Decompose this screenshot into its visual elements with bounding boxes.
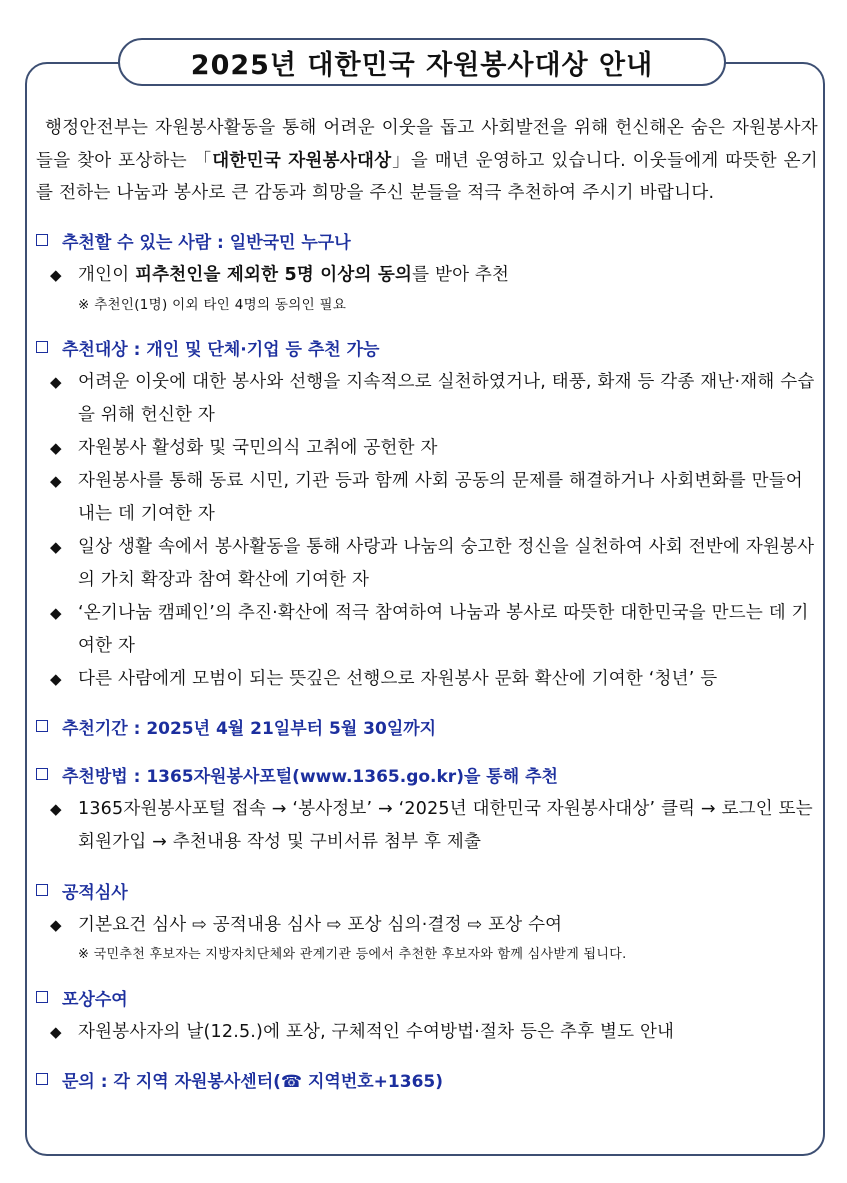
section-targets-heading [36, 335, 818, 360]
bullet-text: 기본요건 심사 ⇨ 공적내용 심사 ⇨ 포상 심의·결정 ⇨ 포상 수여 [78, 914, 563, 935]
diamond-bullet-icon: ◆ [50, 799, 62, 818]
section-award-heading [36, 985, 818, 1010]
targets-list [36, 366, 818, 696]
checkbox-icon [36, 884, 48, 896]
bullet-text: 어려운 이웃에 대한 봉사와 선행을 지속적으로 실천하였거나, 태풍, 화재 등 각종 재난·재해 수습을 위해 헌신한 자 [78, 371, 815, 425]
section-eligible-heading [36, 228, 818, 253]
section-targets-title: 추천대상 : 개인 및 단체·기업 등 추천 가능 [62, 339, 380, 360]
bullet-text: 자원봉사를 통해 동료 시민, 기관 등과 함께 사회 공동의 문제를 해결하거나 사회변화를 만들어내는 데 기여한 자 [78, 470, 803, 524]
section-review-title: 공적심사 [62, 882, 128, 903]
checkbox-icon [36, 991, 48, 1003]
intro-highlight: 대한민국 자원봉사대상 [212, 150, 392, 171]
intro-text-1: 행정안전부는 자원봉사활동을 통해 어려운 이웃을 돕고 사회발전을 위해 헌신해온 숨은 자원봉사자들을 찾아 포상하는 「 [36, 118, 818, 171]
section-award-title: 포상수여 [62, 989, 128, 1010]
list-item [36, 432, 818, 465]
bullet-text: 다른 사람에게 모범이 되는 뜻깊은 선행으로 자원봉사 문화 확산에 기여한 ‘청년’ 등 [78, 668, 718, 689]
eligible-note: ※ 추천인(1명) 이외 타인 4명의 동의인 필요 [78, 296, 347, 313]
section-method-title: 추천방법 : 1365자원봉사포털(www.1365.go.kr)을 통해 추천 [62, 766, 558, 787]
section-contact-title: 문의 : 각 지역 자원봉사센터(☎ 지역번호+1365) [62, 1071, 443, 1092]
checkbox-icon [36, 341, 48, 353]
list-item [36, 531, 818, 597]
diamond-bullet-icon: ◆ [50, 1022, 62, 1041]
diamond-bullet-icon: ◆ [50, 265, 62, 284]
list-item [36, 465, 818, 531]
list-item [36, 663, 818, 696]
list-item [36, 366, 818, 432]
intro-paragraph [36, 112, 818, 210]
checkbox-icon [36, 1073, 48, 1085]
section-method-heading [36, 762, 818, 787]
list-item [36, 909, 818, 942]
bullet-text: 1365자원봉사포털 접속 → ‘봉사정보’ → ‘2025년 대한민국 자원봉사대상’ 클릭 → 로그인 또는 회원가입 → 추천내용 작성 및 구비서류 첨부 후 제출 [78, 798, 813, 852]
section-period-title: 추천기간 : 2025년 4월 21일부터 5월 30일까지 [62, 718, 437, 739]
diamond-bullet-icon: ◆ [50, 603, 62, 622]
intro-text-2: 」을 매년 운영하고 있습니다. 이웃들에게 따뜻한 온기를 전하는 나눔과 봉사로 큰 감동과 희망을 주신 분들을 적극 추천하여 주시기 바랍니다. [36, 150, 818, 203]
section-period-heading [36, 714, 818, 739]
document-body [36, 112, 818, 1092]
list-item [36, 1016, 818, 1049]
review-note: ※ 국민추천 후보자는 지방자치단체와 관계기관 등에서 추천한 후보자와 함께 심사받게 됩니다. [78, 946, 627, 962]
bullet-text: 자원봉사 활성화 및 국민의식 고취에 공헌한 자 [78, 437, 438, 458]
bullet-text: 일상 생활 속에서 봉사활동을 통해 사랑과 나눔의 숭고한 정신을 실천하여 사회 전반에 자원봉사의 가치 확장과 참여 확산에 기여한 자 [78, 536, 815, 590]
bullet-text: ‘온기나눔 캠페인’의 추진·확산에 적극 참여하여 나눔과 봉사로 따뜻한 대한민국을 만드는 데 기여한 자 [78, 602, 809, 656]
section-contact-heading [36, 1067, 818, 1092]
bullet-text: 를 받아 추천 [412, 264, 510, 285]
diamond-bullet-icon: ◆ [50, 471, 62, 490]
list-item [36, 597, 818, 663]
diamond-bullet-icon: ◆ [50, 915, 62, 934]
page-title: 2025년 대한민국 자원봉사대상 안내 [190, 49, 654, 81]
diamond-bullet-icon: ◆ [50, 669, 62, 688]
checkbox-icon [36, 768, 48, 780]
bullet-emphasis: 피추천인을 제외한 5명 이상의 동의 [135, 264, 413, 285]
bullet-text: 개인이 [78, 264, 136, 285]
title-banner [118, 38, 726, 86]
bullet-text: 자원봉사자의 날(12.5.)에 포상, 구체적인 수여방법·절차 등은 추후 별도 안내 [78, 1021, 675, 1042]
checkbox-icon [36, 234, 48, 246]
checkbox-icon [36, 720, 48, 732]
section-eligible-title: 추천할 수 있는 사람 : 일반국민 누구나 [62, 232, 351, 253]
diamond-bullet-icon: ◆ [50, 438, 62, 457]
list-item [36, 259, 818, 292]
diamond-bullet-icon: ◆ [50, 372, 62, 391]
diamond-bullet-icon: ◆ [50, 537, 62, 556]
list-item [36, 793, 818, 859]
section-review-heading [36, 878, 818, 903]
